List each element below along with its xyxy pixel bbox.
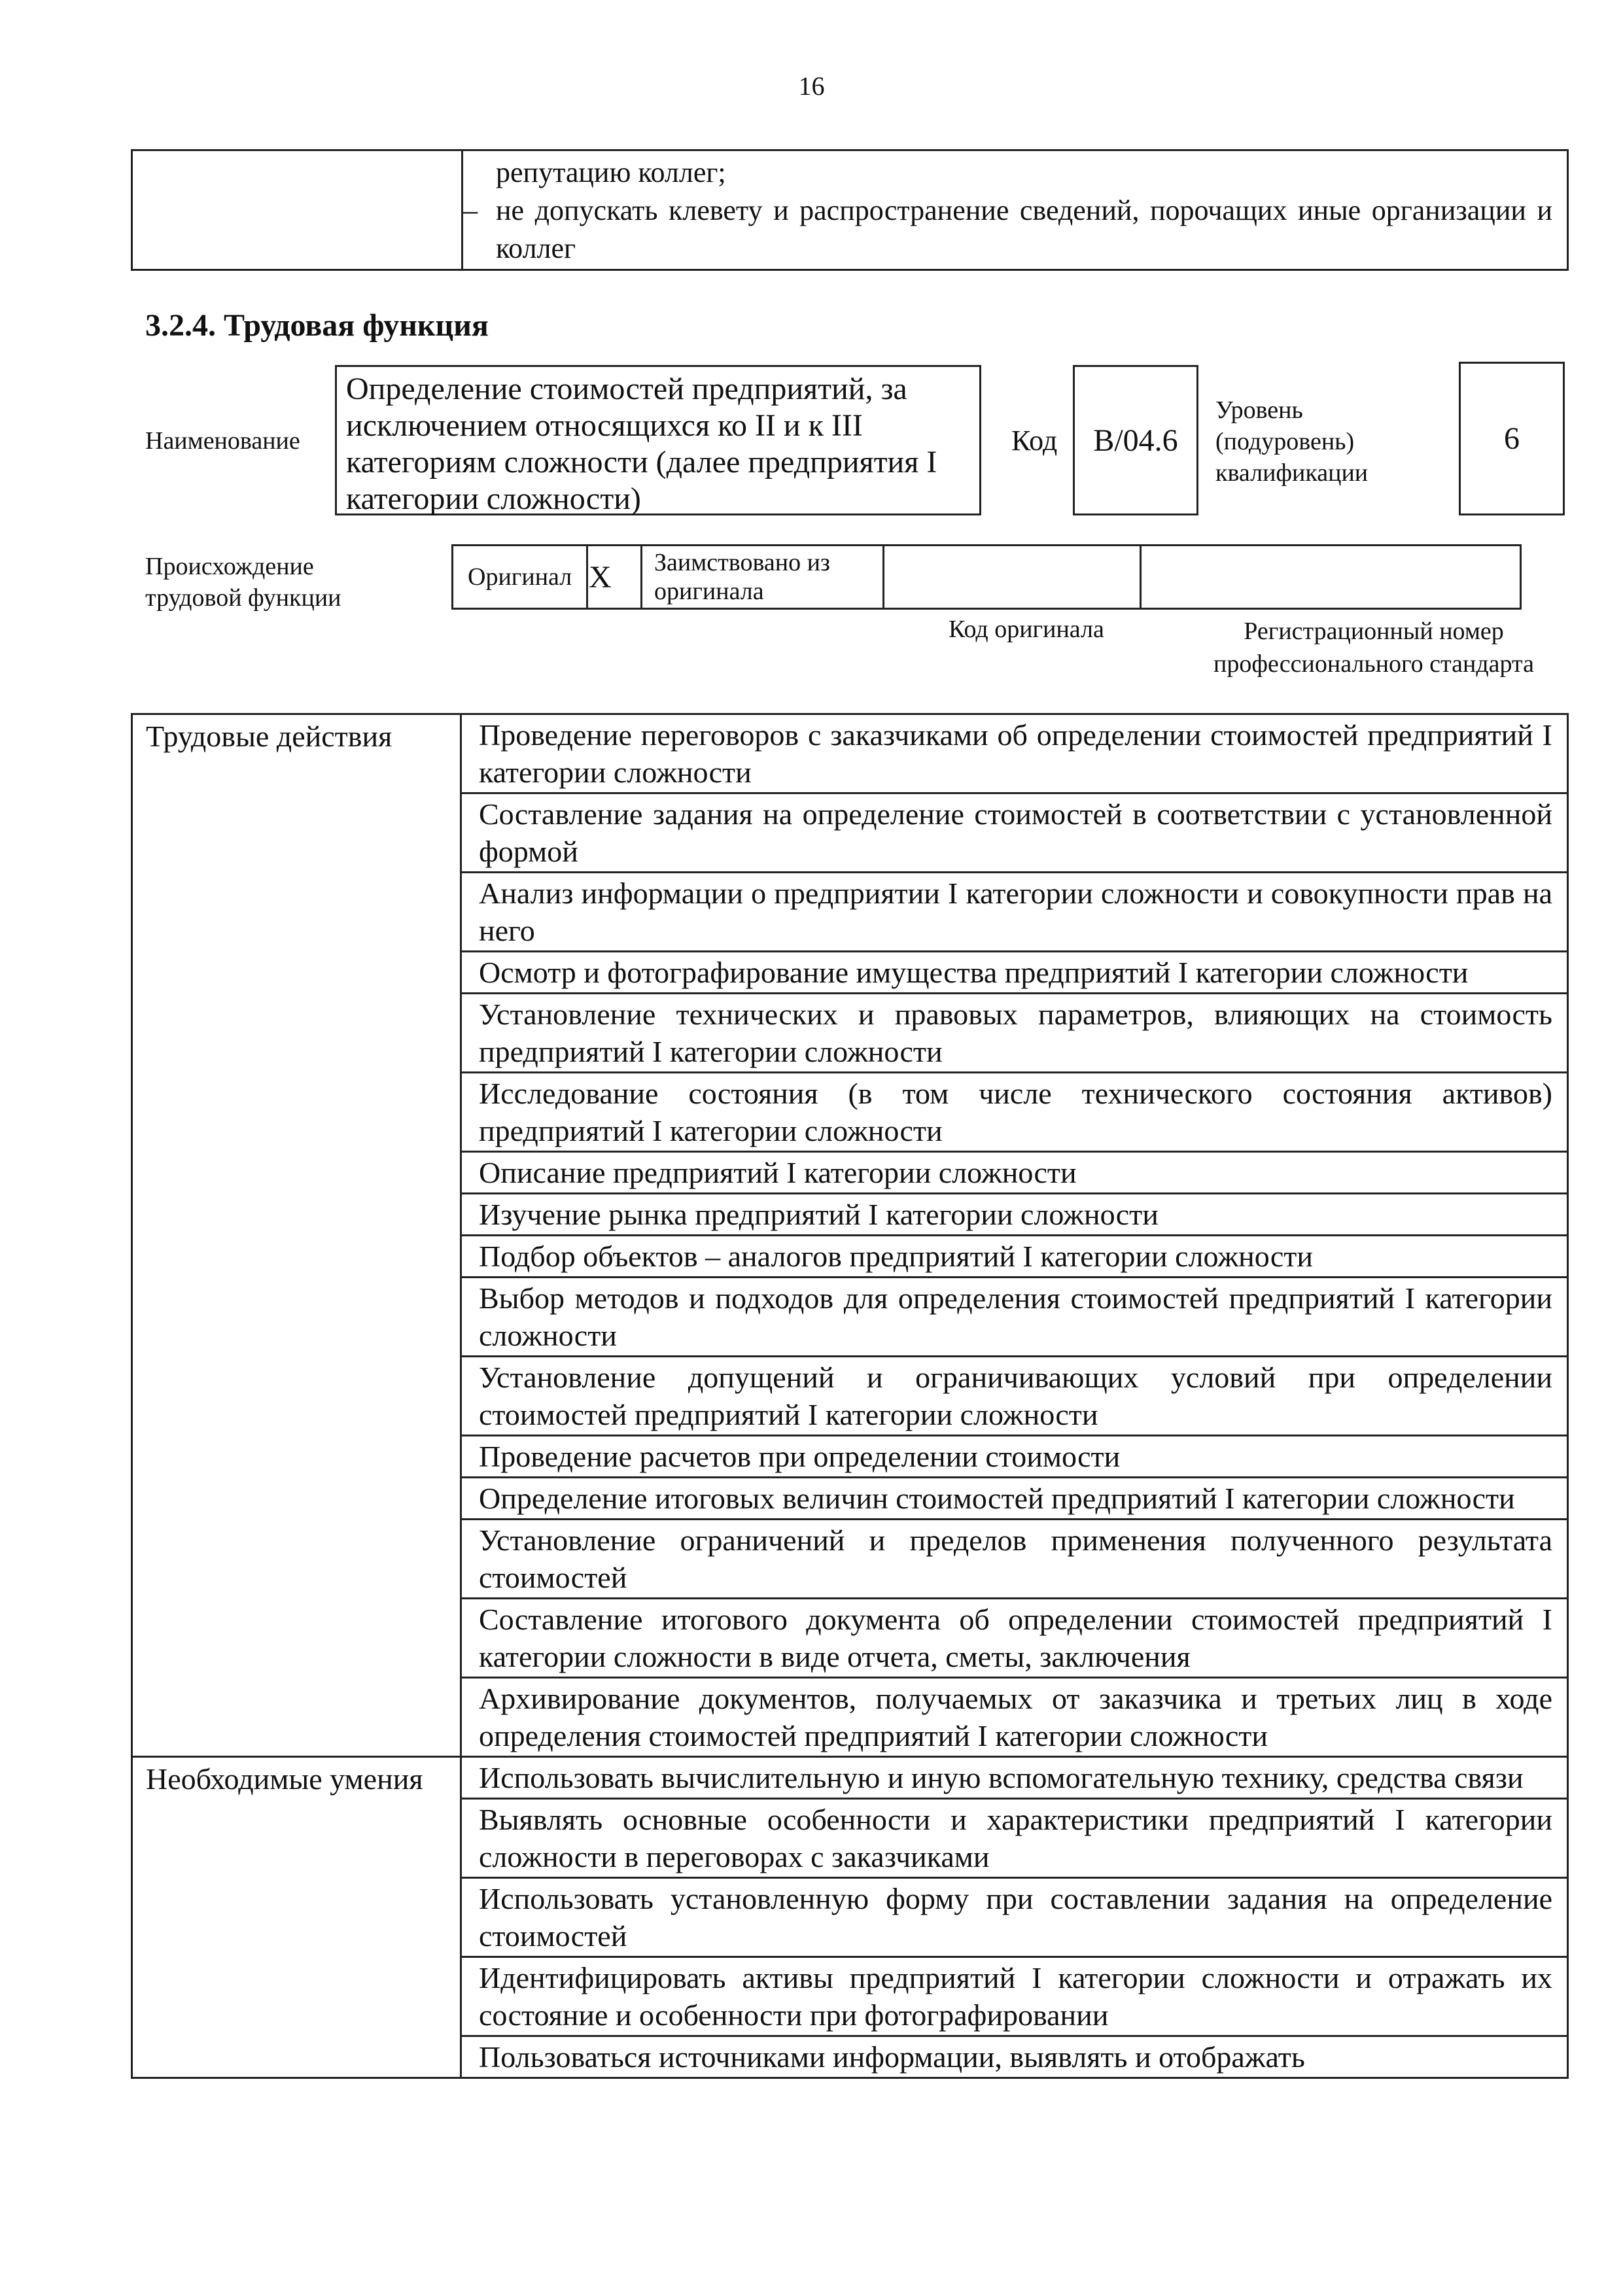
labor-actions-item: Выбор методов и подходов для определения стоимостей предприятий I категории сложности [461, 1278, 1568, 1357]
origin-table [451, 544, 1522, 610]
code-label: Код [1011, 425, 1058, 457]
continuation-table [131, 149, 1569, 271]
level-label-text: Уровень (подуровень) квалификации [1215, 396, 1369, 487]
labor-actions-item: Архивирование документов, получаемых от заказчика и третьих лиц в ходе определения стоимостей предприятий I категории сложности [461, 1678, 1568, 1757]
labor-actions-item: Установление допущений и ограничивающих условий при определении стоимостей предприятий I категории сложности [461, 1357, 1568, 1436]
labor-actions-item: Изучение рынка предприятий I категории сложности [461, 1194, 1568, 1236]
origin-original-cell [453, 546, 587, 609]
required-skills-item: Использовать вычислительную и иную вспомогательную технику, средства связи [461, 1757, 1568, 1799]
labor-actions-item: Установление ограничений и пределов применения полученного результата стоимостей [461, 1520, 1568, 1599]
code-text: B/04.6 [1093, 423, 1178, 458]
continuation-text: репутацию коллег; [496, 156, 726, 188]
origin-mark: X [589, 559, 612, 595]
continuation-cell [462, 150, 1568, 270]
level-text: 6 [1504, 421, 1520, 456]
required-skills-item: Выявлять основные особенности и характеристики предприятий I категории сложности в переговорах с заказчиками [461, 1799, 1568, 1878]
continuation-empty-cell [132, 150, 462, 270]
origin-label [145, 551, 394, 614]
labor-actions-item: Составление задания на определение стоимостей в соответствии с установленной формой [461, 793, 1568, 873]
origin-code-cell [884, 546, 1141, 609]
table-row [132, 714, 1568, 793]
labor-actions-item: Анализ информации о предприятии I категории сложности и совокупности прав на него [461, 873, 1568, 952]
origin-label-text: Происхождение трудовой функции [145, 553, 341, 612]
required-skills-item: Идентифицировать активы предприятий I категории сложности и отражать их состояние и особенности при фотографировании [461, 1957, 1568, 2036]
origin-borrowed-cell [642, 546, 884, 609]
origin-original-label: Оригинал [468, 563, 572, 591]
labor-actions-item: Описание предприятий I категории сложности [461, 1152, 1568, 1194]
required-skills-label: Необходимые умения [132, 1757, 461, 2078]
level-label [1215, 394, 1431, 489]
labor-actions-item: Проведение расчетов при определении стоимости [461, 1436, 1568, 1478]
origin-reg-cell [1141, 546, 1521, 609]
required-skills-item: Использовать установленную форму при составлении задания на определение стоимостей [461, 1878, 1568, 1957]
name-label: Наименование [145, 427, 300, 455]
origin-borrowed-label: Заимствовано из оригинала [654, 549, 830, 605]
labor-function-table [131, 713, 1569, 2079]
labor-actions-item: Осмотр и фотографирование имущества предприятий I категории сложности [461, 952, 1568, 994]
continuation-line [496, 154, 1552, 192]
level-value [1459, 362, 1565, 515]
labor-actions-item: Установление технических и правовых параметров, влияющих на стоимость предприятий I категории сложности [461, 994, 1568, 1073]
labor-actions-item: Проведение переговоров с заказчиками об определении стоимостей предприятий I категории сложности [461, 714, 1568, 793]
dash-bullet: – [463, 194, 478, 226]
labor-actions-item: Определение итоговых величин стоимостей предприятий I категории сложности [461, 1478, 1568, 1520]
table-row [132, 1757, 1568, 1799]
required-skills-item: Пользоваться источниками информации, выявлять и отображать [461, 2036, 1568, 2078]
continuation-text: не допускать клевету и распространение сведений, порочащих иные организации и коллег [496, 194, 1552, 264]
origin-reg-caption: Регистрационный номер профессионального стандарта [1213, 617, 1534, 678]
labor-actions-label: Трудовые действия [132, 714, 461, 1757]
labor-actions-item: Составление итогового документа об определении стоимостей предприятий I категории сложности в виде отчета, сметы, заключения [461, 1599, 1568, 1678]
section-heading: 3.2.4. Трудовая функция [145, 308, 489, 343]
labor-actions-item: Подбор объектов – аналогов предприятий I категории сложности [461, 1236, 1568, 1278]
page-number: 16 [798, 71, 825, 101]
continuation-line [463, 192, 1552, 268]
origin-code-caption: Код оригинала [949, 616, 1104, 643]
code-value [1073, 365, 1198, 515]
origin-mark-cell [587, 546, 642, 609]
name-value: Определение стоимостей предприятий, за исключением относящихся ко II и к III категориям сложности (далее предприятия I категории сложности) [335, 365, 981, 515]
labor-actions-item: Исследование состояния (в том числе технического состояния активов) предприятий I категории сложности [461, 1073, 1568, 1152]
